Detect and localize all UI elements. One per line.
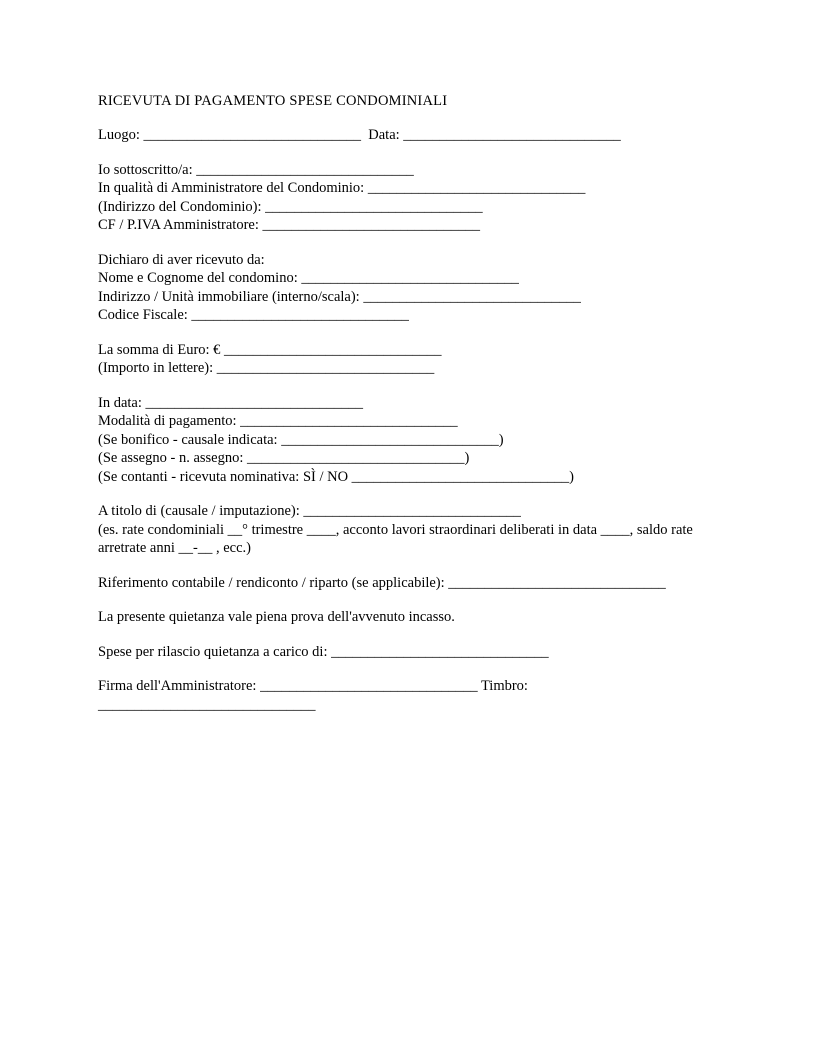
block-dichiaro — [98, 251, 718, 325]
block-titolo — [98, 502, 718, 558]
field-line-esempi-causale: (es. rate condominiali __° trimestre ____, acconto lavori straordinari deliberati in data ____, saldo rate arretrate anni __-__ , ecc.) — [98, 521, 693, 556]
field-line-codice-fiscale: Codice Fiscale: ______________________________ — [98, 307, 409, 323]
field-line-bonifico: (Se bonifico - causale indicata: ______________________________) — [98, 431, 504, 448]
field-line-somma-euro: La somma di Euro: € ______________________________ — [98, 341, 442, 358]
field-line-dichiaro-intro: Dichiaro di aver ricevuto da: — [98, 251, 265, 268]
field-line-riferimento-contabile: Riferimento contabile / rendiconto / riparto (se applicabile): ______________________________ — [98, 574, 666, 591]
field-line-cf-piva-amministratore: CF / P.IVA Amministratore: ______________________________ — [98, 217, 480, 233]
document-body — [98, 92, 718, 730]
field-line-assegno: (Se assegno - n. assegno: ______________________________) — [98, 450, 470, 466]
field-line-firma-timbro: Firma dell'Amministratore: ______________________________ Timbro: ______________________________ — [98, 678, 528, 713]
field-line-spese-rilascio: Spese per rilascio quietanza a carico di: ______________________________ — [98, 643, 549, 660]
block-sottoscritto — [98, 161, 718, 235]
field-line-importo-lettere: (Importo in lettere): ______________________________ — [98, 360, 435, 376]
field-line-luogo-data: Luogo: ______________________________ Data: ______________________________ — [98, 127, 621, 143]
field-line-modalita-pagamento: Modalità di pagamento: ______________________________ — [98, 413, 458, 429]
block-luogo-data — [98, 126, 718, 145]
block-somma — [98, 341, 718, 378]
field-line-in-data: In data: ______________________________ — [98, 394, 364, 411]
field-line-causale-imputazione: A titolo di (causale / imputazione): ______________________________ — [98, 503, 521, 519]
field-line-nome-condomino: Nome e Cognome del condomino: ______________________________ — [98, 270, 519, 286]
block-firma — [98, 677, 718, 714]
block-modalita — [98, 394, 718, 487]
block-riferimento — [98, 574, 718, 593]
page-title: RICEVUTA DI PAGAMENTO SPESE CONDOMINIALI — [98, 93, 448, 109]
block-spese — [98, 643, 718, 662]
block-quietanza — [98, 608, 718, 627]
field-line-contanti: (Se contanti - ricevuta nominativa: SÌ / NO ______________________________) — [98, 468, 575, 485]
field-line-sottoscritto: Io sottoscritto/a: ______________________________ — [98, 161, 414, 178]
field-line-qualita-amministratore: In qualità di Amministratore del Condominio: ______________________________ — [98, 180, 586, 196]
field-line-indirizzo-condominio: (Indirizzo del Condominio): ______________________________ — [98, 198, 483, 215]
field-line-indirizzo-unita: Indirizzo / Unità immobiliare (interno/scala): ______________________________ — [98, 288, 581, 305]
field-line-quietanza-prova: La presente quietanza vale piena prova dell'avvenuto incasso. — [98, 609, 455, 625]
